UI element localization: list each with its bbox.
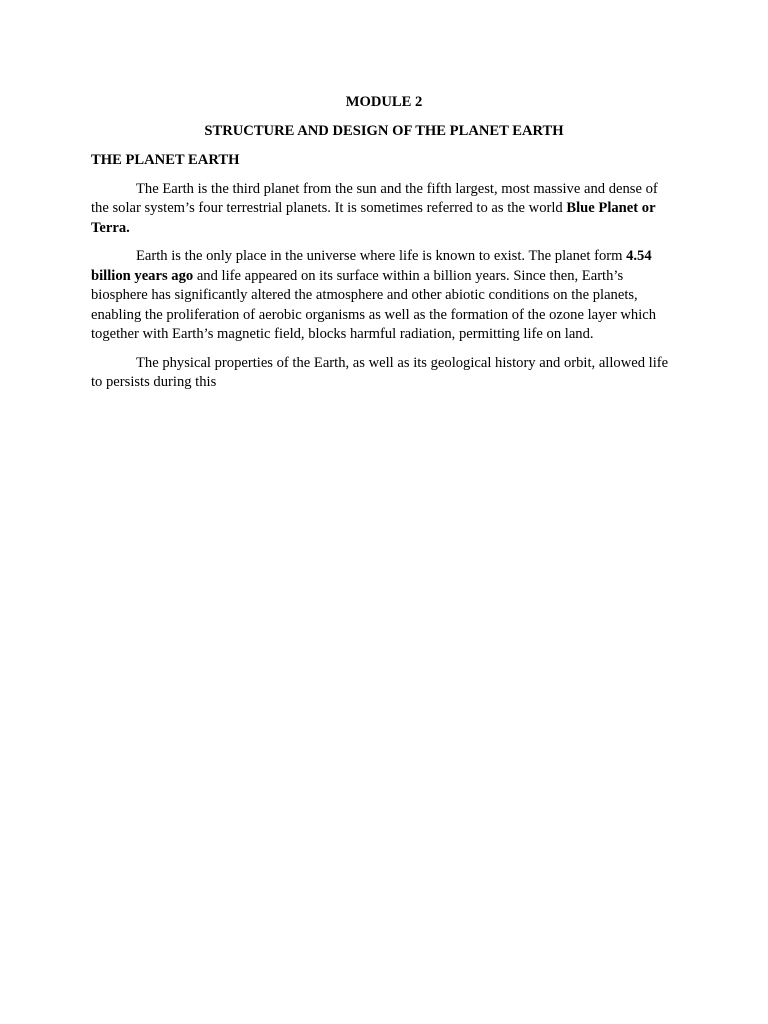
paragraph-text: The physical properties of the Earth, as well as its geological history and orbit, allowed life to persists during this xyxy=(91,354,669,390)
document-title: STRUCTURE AND DESIGN OF THE PLANET EARTH xyxy=(204,122,564,139)
document-body xyxy=(91,93,677,402)
bold-term-age: 4.54 billion years ago xyxy=(91,248,652,284)
section-heading: THE PLANET EARTH xyxy=(91,152,240,168)
paragraph-earth-intro xyxy=(91,180,677,239)
module-title: MODULE 2 xyxy=(345,94,423,110)
paragraph-period: . xyxy=(126,219,130,236)
paragraph-text: and life appeared on its surface within a billion years. Since then, Earth’s biosphere has significantly altered the atmosphere and other abiotic conditions on the planets, enabling the proliferation of aerobic organisms as well as the formation of the ozone layer which together with Earth’s magnetic field, blocks harmful radiation, permitting life on land. xyxy=(91,267,657,342)
bold-term-blue-planet: Blue Planet or Terra xyxy=(91,200,656,236)
paragraph-text: Earth is the only place in the universe where life is known to exist. The planet form xyxy=(136,248,627,264)
paragraph-text: The Earth is the third planet from the sun and the fifth largest, most massive and dense of the solar system’s four terrestrial planets. It is sometimes referred to as the world xyxy=(91,180,658,216)
paragraph-life-on-earth xyxy=(91,247,677,345)
paragraph-physical-properties xyxy=(91,354,677,393)
